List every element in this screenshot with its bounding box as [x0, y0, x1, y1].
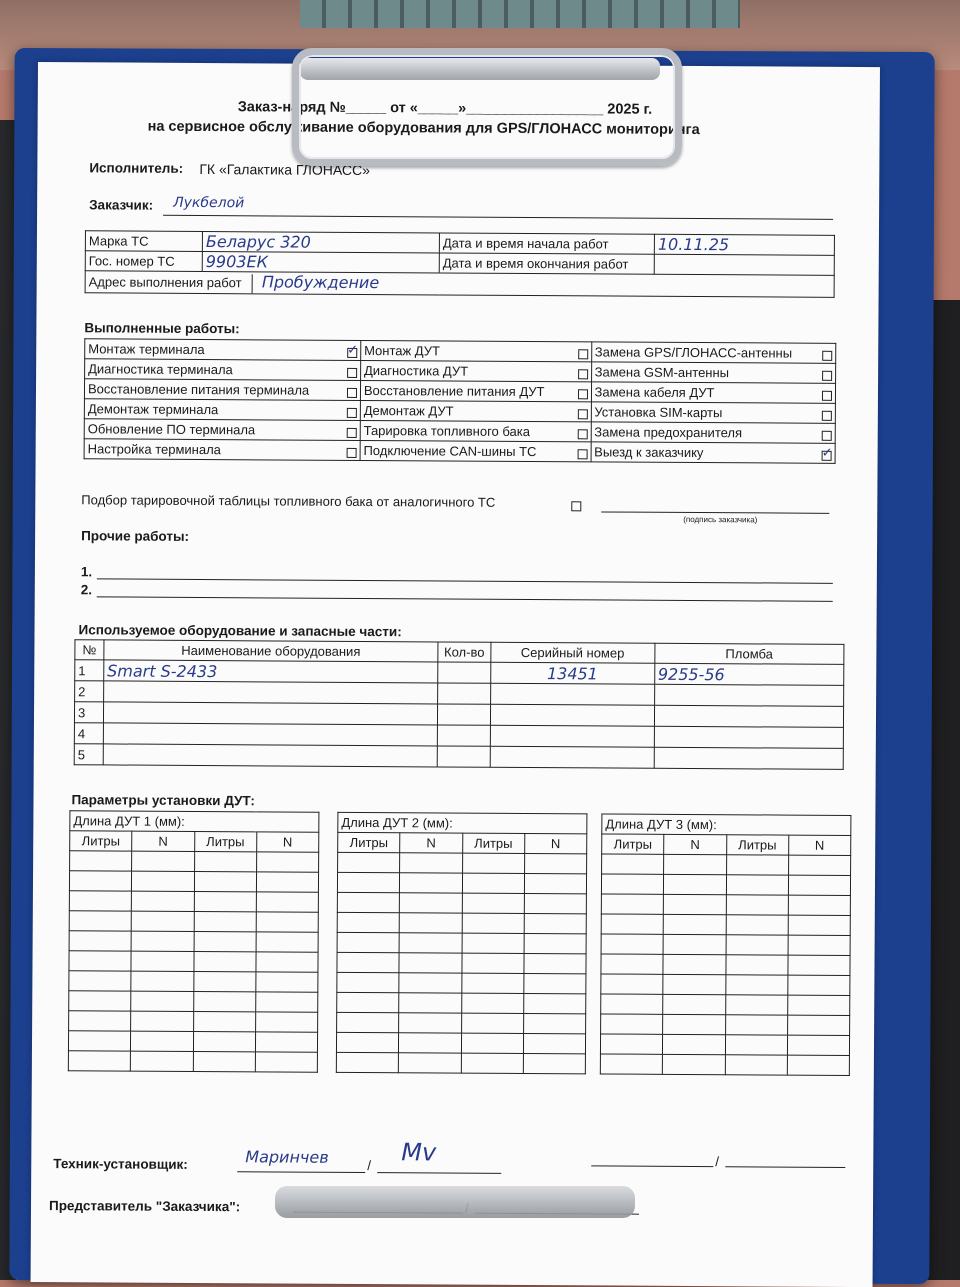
equipment-cell-n: 2 [75, 681, 104, 702]
work-label: Диагностика ДУТ [363, 362, 469, 379]
work-checkbox[interactable] [822, 451, 832, 461]
dut-cell[interactable] [788, 915, 850, 935]
brand-label: Марка ТС [85, 231, 202, 252]
dut-cell[interactable] [524, 853, 586, 873]
address-label: Адрес выполнения работ [88, 274, 242, 291]
dut-cell[interactable] [725, 975, 787, 995]
dut-cell[interactable] [131, 931, 193, 951]
dut-cell[interactable] [69, 911, 131, 931]
work-label: Выезд к заказчику [594, 444, 704, 461]
dut-header: N [132, 831, 194, 851]
tariff-label: Подбор тарировочной таблицы топливного бака от аналогичного ТС [81, 492, 496, 510]
dut-header: Литры [462, 833, 524, 853]
dut-cell[interactable] [601, 894, 663, 914]
dut-table-2 [336, 812, 588, 1075]
form-subtitle: на сервисное обслуживание оборудования для GPS/ГЛОНАСС мониторинга [147, 118, 700, 139]
work-cell [84, 439, 360, 461]
work-label: Тарировка топливного бака [363, 422, 531, 440]
customer-handwritten: Лукбелой [173, 194, 245, 212]
clip-base [275, 1186, 635, 1218]
work-cell [360, 420, 591, 441]
equipment-cell-seal: 9255-56 [654, 663, 844, 685]
dut-cell[interactable] [69, 1011, 131, 1031]
dut-cell[interactable] [787, 1015, 849, 1035]
dut-cell[interactable] [337, 992, 399, 1012]
equipment-row [74, 744, 843, 770]
work-checkbox[interactable] [577, 409, 587, 419]
work-checkbox[interactable] [577, 449, 587, 459]
slash-2: / [715, 1154, 720, 1170]
dut-cell[interactable] [256, 972, 318, 992]
work-cell [84, 379, 360, 401]
dut-cell[interactable] [337, 872, 399, 892]
equipment-table [74, 639, 845, 770]
dut-cell[interactable] [399, 913, 461, 933]
dut-cell[interactable] [462, 873, 524, 893]
equipment-cell-name [103, 744, 437, 767]
dut-cell[interactable] [255, 992, 317, 1012]
dut-cell[interactable] [663, 934, 725, 954]
work-checkbox[interactable] [346, 448, 356, 458]
tariff-checkbox[interactable] [571, 501, 581, 511]
dut-cell[interactable] [400, 893, 462, 913]
tech-name: Маринчев [245, 1147, 329, 1167]
dut-header: N [664, 834, 726, 854]
work-label: Монтаж терминала [88, 341, 205, 358]
dut-cell[interactable] [600, 1034, 662, 1054]
dut-cell[interactable] [399, 1053, 461, 1073]
work-cell [85, 339, 361, 361]
equipment-cell-qty [437, 725, 490, 746]
work-checkbox[interactable] [822, 351, 832, 361]
dut-cell[interactable] [602, 854, 664, 874]
work-cell [85, 359, 361, 381]
work-cell [360, 380, 591, 401]
dut-cell[interactable] [255, 1052, 317, 1072]
works-label: Выполненные работы: [84, 320, 240, 337]
works-table [84, 338, 837, 464]
dut-cell[interactable] [132, 891, 194, 911]
work-cell [591, 442, 836, 463]
dut-cell[interactable] [68, 1031, 130, 1051]
dut-cell[interactable] [788, 895, 850, 915]
work-checkbox[interactable] [347, 428, 357, 438]
work-label: Восстановление питания ДУТ [363, 382, 545, 400]
dut-cell[interactable] [523, 993, 585, 1013]
dut-cell[interactable] [461, 973, 523, 993]
dut-cell[interactable] [663, 914, 725, 934]
equipment-cell-n: 4 [74, 723, 103, 744]
dut-cell[interactable] [400, 853, 462, 873]
dut-cell[interactable] [131, 951, 193, 971]
dut-cell[interactable] [726, 855, 788, 875]
work-checkbox[interactable] [822, 431, 832, 441]
dut-cell[interactable] [601, 1014, 663, 1034]
extra-line-2 [725, 1166, 845, 1168]
dut-cell[interactable] [725, 995, 787, 1015]
work-checkbox[interactable] [347, 388, 357, 398]
dut-cell[interactable] [461, 1013, 523, 1033]
dut-cell[interactable] [131, 911, 193, 931]
dut-cell[interactable] [69, 891, 131, 911]
dut-cell[interactable] [462, 933, 524, 953]
dut-cell[interactable] [399, 1033, 461, 1053]
dut-cell[interactable] [788, 855, 850, 875]
dut-cell[interactable] [462, 893, 524, 913]
equipment-cell-serial [490, 683, 654, 705]
address-value: Пробуждение [261, 272, 380, 293]
work-cell [591, 422, 836, 443]
clip-ring [292, 48, 682, 166]
work-label: Восстановление питания терминала [87, 381, 310, 398]
work-checkbox[interactable] [822, 411, 832, 421]
dut-cell[interactable] [601, 994, 663, 1014]
work-checkbox[interactable] [577, 389, 587, 399]
dut-cell[interactable] [69, 991, 131, 1011]
dut-cell[interactable] [256, 892, 318, 912]
dut-cell[interactable] [788, 975, 850, 995]
dut-cell[interactable] [664, 874, 726, 894]
end-label: Дата и время окончания работ [439, 253, 654, 274]
dut-cell[interactable] [399, 1013, 461, 1033]
work-cell [84, 399, 360, 421]
equipment-header: Серийный номер [491, 642, 655, 663]
equipment-cell-seal [654, 705, 844, 727]
dut-cell[interactable] [256, 872, 318, 892]
dut-cell[interactable] [399, 953, 461, 973]
end-value [654, 254, 834, 275]
equipment-label: Используемое оборудование и запасные части: [78, 622, 402, 640]
dut-cell[interactable] [788, 875, 850, 895]
dut-cell[interactable] [663, 1054, 725, 1074]
dut-cell[interactable] [523, 1053, 585, 1073]
customer-signature-line [601, 511, 829, 513]
dut-header: Литры [194, 831, 256, 851]
work-checkbox[interactable] [347, 368, 357, 378]
dut-cell[interactable] [787, 995, 849, 1015]
other-line-1-num: 1. [80, 564, 93, 580]
dut-cell[interactable] [524, 913, 586, 933]
dut-cell[interactable] [601, 974, 663, 994]
work-label: Демонтаж терминала [87, 401, 219, 418]
work-checkbox[interactable] [347, 408, 357, 418]
work-label: Замена GSM-антенны [594, 364, 730, 381]
dut-cell[interactable] [256, 932, 318, 952]
dut-cell[interactable] [131, 991, 193, 1011]
dut-cell[interactable] [601, 914, 663, 934]
dut-cell[interactable] [726, 935, 788, 955]
work-cell [591, 342, 836, 363]
equipment-cell-serial [490, 725, 654, 747]
equipment-cell-seal [654, 747, 844, 769]
equipment-header: Наименование оборудования [104, 640, 438, 662]
dut-cell[interactable] [193, 971, 255, 991]
other-line-1 [97, 578, 833, 583]
equipment-cell-n: 5 [74, 744, 103, 765]
other-works-label: Прочие работы: [81, 528, 190, 544]
dut-cell[interactable] [399, 993, 461, 1013]
dut-cell[interactable] [461, 953, 523, 973]
equipment-cell-qty [438, 683, 491, 704]
background-window [300, 0, 740, 28]
dut-header: N [788, 835, 850, 855]
executor-label: Исполнитель: [89, 160, 184, 176]
dut-cell[interactable] [461, 1053, 523, 1073]
equipment-cell-seal [654, 684, 844, 706]
work-label: Демонтаж ДУТ [363, 402, 454, 419]
dut-cell[interactable] [337, 952, 399, 972]
dut-cell[interactable] [664, 854, 726, 874]
dut-cell[interactable] [337, 912, 399, 932]
work-checkbox[interactable] [578, 349, 588, 359]
dut-cell[interactable] [524, 893, 586, 913]
equipment-cell-qty [437, 746, 490, 767]
dut-cell[interactable] [337, 932, 399, 952]
dut-cell[interactable] [726, 895, 788, 915]
dut-cell[interactable] [524, 953, 586, 973]
dut-table-3 [600, 813, 852, 1076]
dut-cell[interactable] [524, 933, 586, 953]
form-title: Заказ-наряд №_____ от «_____»_________________ 2025 г. [237, 99, 653, 118]
work-checkbox[interactable] [347, 348, 357, 358]
dut-cell[interactable] [68, 1051, 130, 1071]
dut-cell[interactable] [524, 973, 586, 993]
dut-cell[interactable] [131, 1051, 193, 1071]
dut-header: Литры [602, 834, 664, 854]
dut-cell[interactable] [255, 1032, 317, 1052]
dut-cell[interactable] [194, 911, 256, 931]
equipment-header: № [75, 640, 104, 660]
equipment-header: Пломба [654, 643, 844, 664]
equipment-header: Кол-во [438, 642, 491, 662]
dut-cell[interactable] [69, 951, 131, 971]
dut-title: Длина ДУТ 1 (мм): [70, 811, 319, 833]
work-label: Установка SIM-карты [594, 404, 723, 421]
dut-cell[interactable] [256, 852, 318, 872]
dut-cell[interactable] [193, 1011, 255, 1031]
work-cell [361, 340, 592, 361]
dut-cell[interactable] [663, 994, 725, 1014]
dut-cell[interactable] [131, 1031, 193, 1051]
customer-line [163, 215, 833, 220]
dut-cell[interactable] [725, 955, 787, 975]
dut-cell[interactable] [336, 1052, 398, 1072]
dut-label: Параметры установки ДУТ: [71, 792, 256, 809]
dut-cell[interactable] [194, 931, 256, 951]
work-cell [84, 419, 360, 441]
equipment-cell-seal [654, 726, 844, 748]
work-checkbox[interactable] [578, 369, 588, 379]
dut-cell[interactable] [337, 972, 399, 992]
dut-cell[interactable] [132, 871, 194, 891]
plate-value: 9903ЕК [202, 252, 439, 273]
equipment-cell-n: 1 [75, 660, 104, 681]
work-label: Обновление ПО терминала [87, 421, 256, 438]
dut-cell[interactable] [131, 1011, 193, 1031]
equipment-cell-qty [438, 662, 491, 683]
work-cell [360, 360, 591, 381]
dut-cell[interactable] [725, 1055, 787, 1075]
work-label: Замена кабеля ДУТ [594, 384, 715, 401]
dut-cell[interactable] [132, 851, 194, 871]
dut-cell[interactable] [524, 873, 586, 893]
work-cell [591, 402, 836, 423]
work-label: Замена GPS/ГЛОНАСС-антенны [594, 344, 793, 361]
dut-cell[interactable] [337, 1012, 399, 1032]
dut-cell[interactable] [193, 951, 255, 971]
dut-cell[interactable] [194, 871, 256, 891]
dut-cell[interactable] [601, 934, 663, 954]
other-line-2-num: 2. [80, 582, 93, 598]
work-label: Подключение CAN-шины ТС [363, 442, 537, 460]
dut-cell[interactable] [337, 892, 399, 912]
dut-cell[interactable] [399, 933, 461, 953]
dut-header: Литры [338, 832, 400, 852]
work-checkbox[interactable] [822, 391, 832, 401]
dut-cell[interactable] [600, 1054, 662, 1074]
equipment-cell-qty [437, 704, 490, 725]
tech-label: Техник-установщик: [53, 1156, 188, 1172]
plate-label: Гос. номер ТС [85, 251, 202, 272]
dut-cell[interactable] [726, 915, 788, 935]
dut-cell[interactable] [663, 954, 725, 974]
work-checkbox[interactable] [577, 429, 587, 439]
work-label: Диагностика терминала [88, 361, 233, 378]
dut-cell[interactable] [69, 871, 131, 891]
dut-cell[interactable] [788, 935, 850, 955]
dut-cell[interactable] [256, 952, 318, 972]
equipment-cell-serial [490, 704, 654, 726]
equipment-cell-name [103, 681, 437, 704]
dut-cell[interactable] [69, 931, 131, 951]
work-label: Настройка терминала [87, 441, 221, 458]
dut-cell[interactable] [194, 891, 256, 911]
slash-1: / [367, 1158, 372, 1174]
dut-cell[interactable] [194, 851, 256, 871]
dut-cell[interactable] [131, 971, 193, 991]
brand-value: Беларус 320 [202, 232, 439, 253]
dut-cell[interactable] [193, 1031, 255, 1051]
dut-title: Длина ДУТ 3 (мм): [602, 814, 851, 836]
dut-cell[interactable] [462, 913, 524, 933]
dut-cell[interactable] [726, 875, 788, 895]
other-line-2 [97, 596, 833, 601]
equipment-cell-n: 3 [74, 702, 103, 723]
start-label: Дата и время начала работ [439, 233, 654, 254]
dut-cell[interactable] [256, 912, 318, 932]
work-cell [360, 400, 591, 421]
dut-cell[interactable] [255, 1012, 317, 1032]
tech-signature: Mv [401, 1138, 437, 1167]
customer-label: Заказчик: [89, 197, 154, 213]
tech-name-line [237, 1171, 365, 1173]
dut-cell[interactable] [193, 991, 255, 1011]
dut-cell[interactable] [400, 873, 462, 893]
dut-cell[interactable] [663, 974, 725, 994]
dut-header: Литры [70, 831, 132, 851]
dut-cell[interactable] [788, 955, 850, 975]
vehicle-table [85, 230, 835, 298]
dut-cell[interactable] [399, 973, 461, 993]
work-order-form [31, 62, 880, 1287]
dut-cell[interactable] [69, 971, 131, 991]
equipment-cell-serial: 13451 [490, 662, 654, 684]
start-value: 10.11.25 [654, 234, 834, 255]
dut-cell[interactable] [461, 993, 523, 1013]
tech-signature-line [377, 1172, 501, 1174]
dut-header: N [400, 833, 462, 853]
dut-cell[interactable] [725, 1015, 787, 1035]
dut-table-1 [68, 810, 320, 1073]
dut-cell[interactable] [787, 1055, 849, 1075]
signature-caption: (подпись заказчика) [683, 514, 758, 525]
work-cell [360, 440, 591, 461]
equipment-cell-name: Smart S-2433 [104, 660, 438, 683]
dut-cell[interactable] [462, 853, 524, 873]
dut-cell[interactable] [601, 954, 663, 974]
dut-cell[interactable] [338, 852, 400, 872]
equipment-cell-name [103, 702, 437, 725]
dut-cell[interactable] [523, 1033, 585, 1053]
dut-header: N [524, 833, 586, 853]
equipment-cell-serial [490, 746, 654, 768]
executor-value: ГК «Галактика ГЛОНАСС» [199, 160, 370, 179]
work-checkbox[interactable] [822, 371, 832, 381]
dut-cell[interactable] [70, 851, 132, 871]
dut-cell[interactable] [787, 1035, 849, 1055]
rep-label: Представитель "Заказчика": [48, 1198, 241, 1215]
dut-cell[interactable] [336, 1032, 398, 1052]
equipment-cell-name [103, 723, 437, 746]
dut-cell[interactable] [663, 1014, 725, 1034]
work-cell [591, 362, 836, 383]
extra-line-1 [591, 1165, 713, 1167]
dut-cell[interactable] [601, 874, 663, 894]
dut-cell[interactable] [523, 1013, 585, 1033]
work-cell [591, 382, 836, 403]
dut-cell[interactable] [461, 1033, 523, 1053]
dut-cell[interactable] [193, 1051, 255, 1071]
dut-cell[interactable] [664, 894, 726, 914]
dut-cell[interactable] [725, 1035, 787, 1055]
dut-header: N [256, 832, 318, 852]
dut-header: Литры [726, 835, 788, 855]
dut-cell[interactable] [663, 1034, 725, 1054]
work-label: Монтаж ДУТ [364, 342, 441, 359]
dut-title: Длина ДУТ 2 (мм): [338, 812, 587, 834]
work-label: Замена предохранителя [594, 424, 743, 441]
